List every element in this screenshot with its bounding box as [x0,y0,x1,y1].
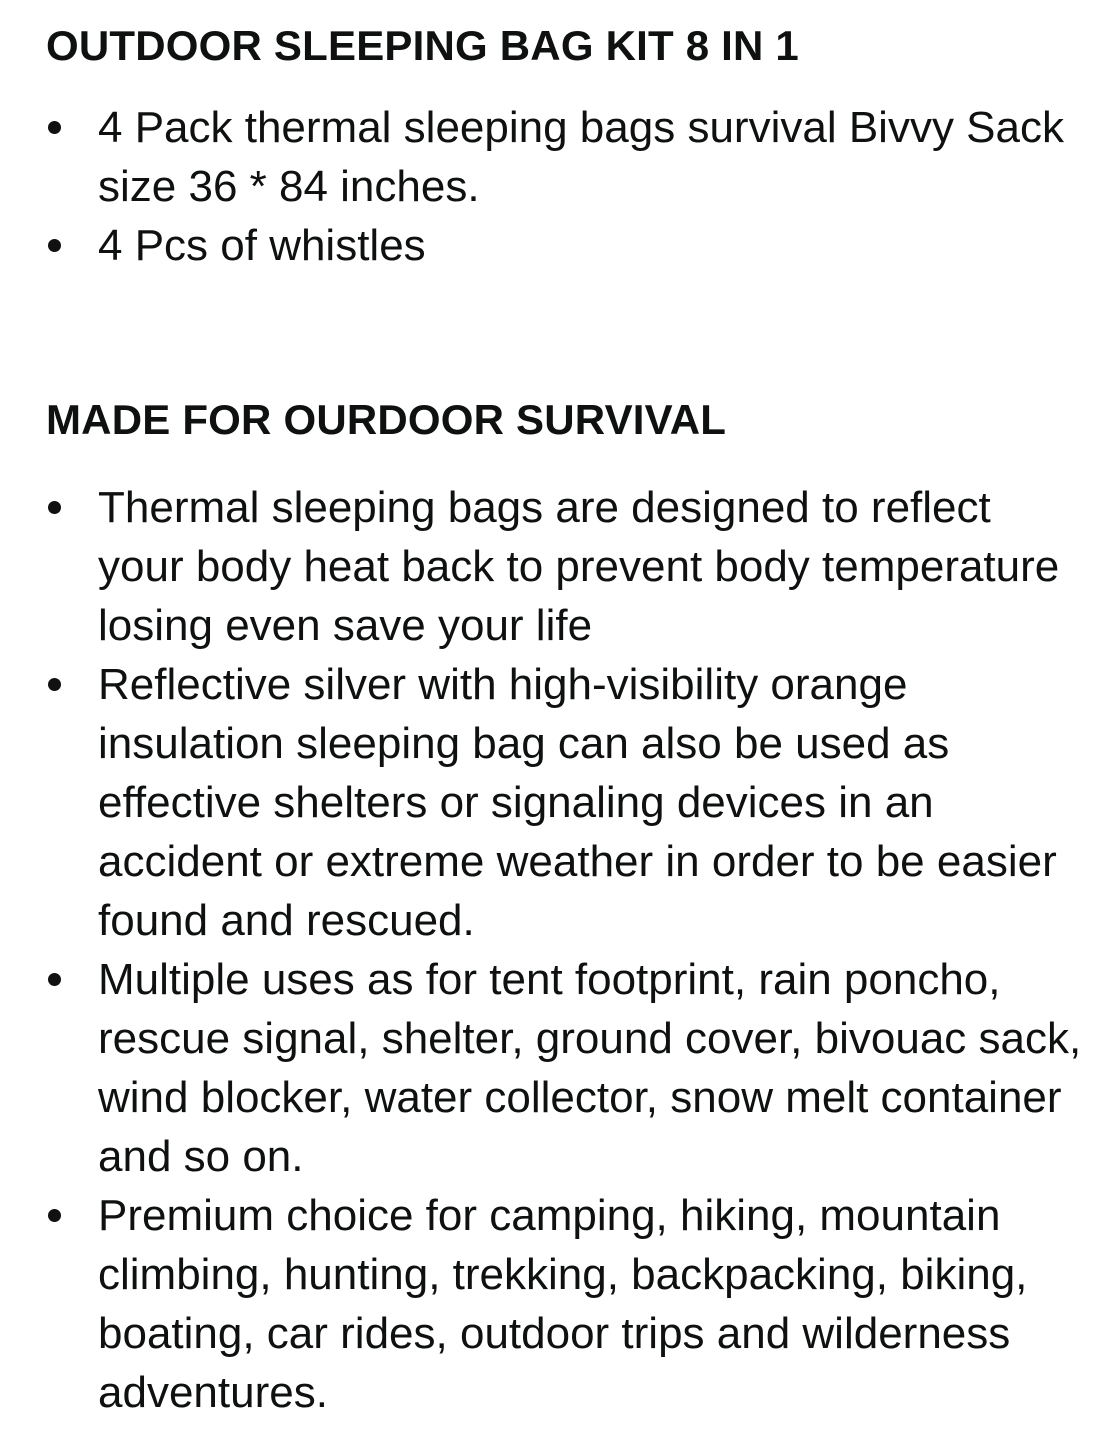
bullet-icon [48,501,61,514]
bullet-text: Premium choice for camping, hiking, mountain climbing, hunting, trekking, backpacking, biking, boating, car rides, outdoor trips and wilderness adventures. [98,1191,1028,1417]
bullet-icon [48,121,61,134]
survival-features-section [46,392,1086,1422]
kit-contents-section [46,18,1086,275]
bullet-icon [48,678,61,691]
section-heading: MADE FOR OURDOOR SURVIVAL [46,396,727,443]
bullet-icon [48,973,61,986]
bullet-text: 4 Pack thermal sleeping bags survival Bivvy Sack size 36 * 84 inches. [98,103,1064,211]
section-heading: OUTDOOR SLEEPING BAG KIT 8 IN 1 [46,22,799,69]
bullet-text: Multiple uses as for tent footprint, rain poncho, rescue signal, shelter, ground cover, bivouac sack, wind blocker, water collector, snow melt container and so on. [98,955,1082,1181]
list-item [46,1186,1086,1422]
list-item [46,98,1086,216]
bullet-text: 4 Pcs of whistles [98,221,426,270]
list-item [46,478,1086,655]
bullet-text: Reflective silver with high-visibility orange insulation sleeping bag can also be used as effective shelters or signaling devices in an accident or extreme weather in order to be easier found and rescued. [98,660,1057,945]
bullet-icon [48,239,61,252]
bullet-text: Thermal sleeping bags are designed to reflect your body heat back to prevent body temperature losing even save your life [98,483,1060,650]
bullet-list [46,478,1086,1422]
list-item [46,655,1086,950]
bullet-list [46,98,1086,275]
list-item [46,950,1086,1186]
list-item [46,216,1086,275]
bullet-icon [48,1209,61,1222]
